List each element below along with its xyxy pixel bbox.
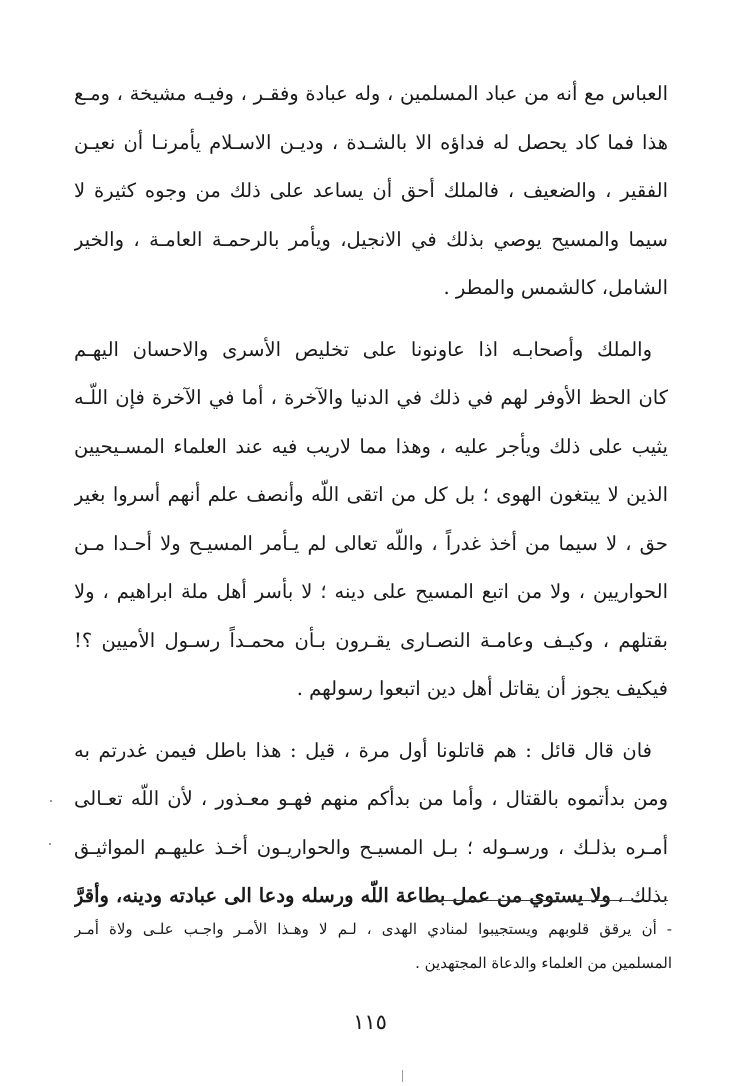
text-line: والملك وأصحابـه اذا عاونونا على تخليص الأسرى والاحسان اليهـم — [74, 337, 652, 361]
text-line: الحواريين ، ولا من اتبع المسيح على دينه ؛ لا بأسر أهل ملة ابراهيم ، ولا — [74, 580, 668, 603]
footnote-line: - أن يرقق قلوبهم ويستجيبوا لمنادي الهدى ، لـم لا وهـذا الأمـر واجـب علـى ولاة أمـر — [74, 920, 672, 938]
text-line: فان قال قائل : هم قاتلونا أول مرة ، قيل : هذا باطل فيمن غدرتم به — [74, 738, 652, 762]
text-line: الذين لا يبتغون الهوى ؛ بل كل من اتقى اللّه وأنصف علم أنهم أسروا بغير — [74, 483, 668, 506]
paragraph-3 — [74, 727, 668, 921]
text-line: الفقير ، والضعيف ، فالملك أحق أن يساعد على ذلك من وجوه كثيرة لا — [74, 179, 668, 202]
paragraph-2 — [74, 326, 668, 714]
main-text — [74, 70, 668, 921]
page-number: ١١٥ — [353, 1010, 387, 1034]
text-line: هذا فما كاد يحصل له فداؤه الا بالشـدة ، وديـن الاسـلام يأمرنـا أن نعيـن — [74, 130, 668, 154]
scan-speck — [50, 800, 52, 802]
text-line: ومن بدأتموه بالقتال ، وأما من بدأكم منهم فهـو معـذور ، لأن اللّه تعـالى — [74, 787, 668, 810]
plain-text: بذلك ، — [610, 884, 668, 907]
text-line: حق ، لا سيما من أخذ غدراً ، واللّه تعالى لم يـأمر المسيـح ولا أحـدا مـن — [74, 531, 668, 555]
text-line: سيما والمسيح يوصي بذلك في الانجيل، ويأمر بالرحمـة العامـة ، والخير — [74, 227, 668, 251]
scan-speck — [49, 843, 51, 845]
footnote-divider — [420, 900, 668, 901]
text-line: أمـره بذلـك ، ورسـوله ؛ بـل المسيـح والحواريـون أخـذ عليهـم المواثيـق — [74, 835, 668, 859]
text-line: العباس مع أنه من عباد المسلمين ، وله عبادة وفقـر ، وفيـه مشيخة ، ومـع — [74, 82, 668, 105]
bold-text: ولا يستوي من عمل بطاعة اللّه ورسله ودعا الى عبادته ودينه، وأقرَّ — [74, 884, 611, 907]
footnote-line: المسلمين من العلماء والدعاة المجتهدين . — [415, 954, 672, 972]
scan-speck — [402, 1070, 403, 1082]
text-line: فيكيف يجوز أن يقاتل أهل دين اتبعوا رسولهم . — [296, 677, 668, 700]
footnote — [74, 912, 672, 980]
text-line: كان الحظ الأوفر لهم في ذلك في الدنيا والآخرة ، أما في الآخرة فإن اللّـه — [74, 386, 668, 409]
text-line: يثيب على ذلك ويأجر عليه ، وهذا مما لاريب فيه عند العلماء المسـيحيين — [74, 434, 668, 458]
paragraph-1 — [74, 70, 668, 313]
text-line: الشامل، كالشمس والمطر . — [443, 276, 668, 299]
text-line: بقتلهم ، وكيـف وعامـة النصـارى يقـرون بـأن محمـداً رسـول الأميين ؟! — [74, 628, 668, 652]
